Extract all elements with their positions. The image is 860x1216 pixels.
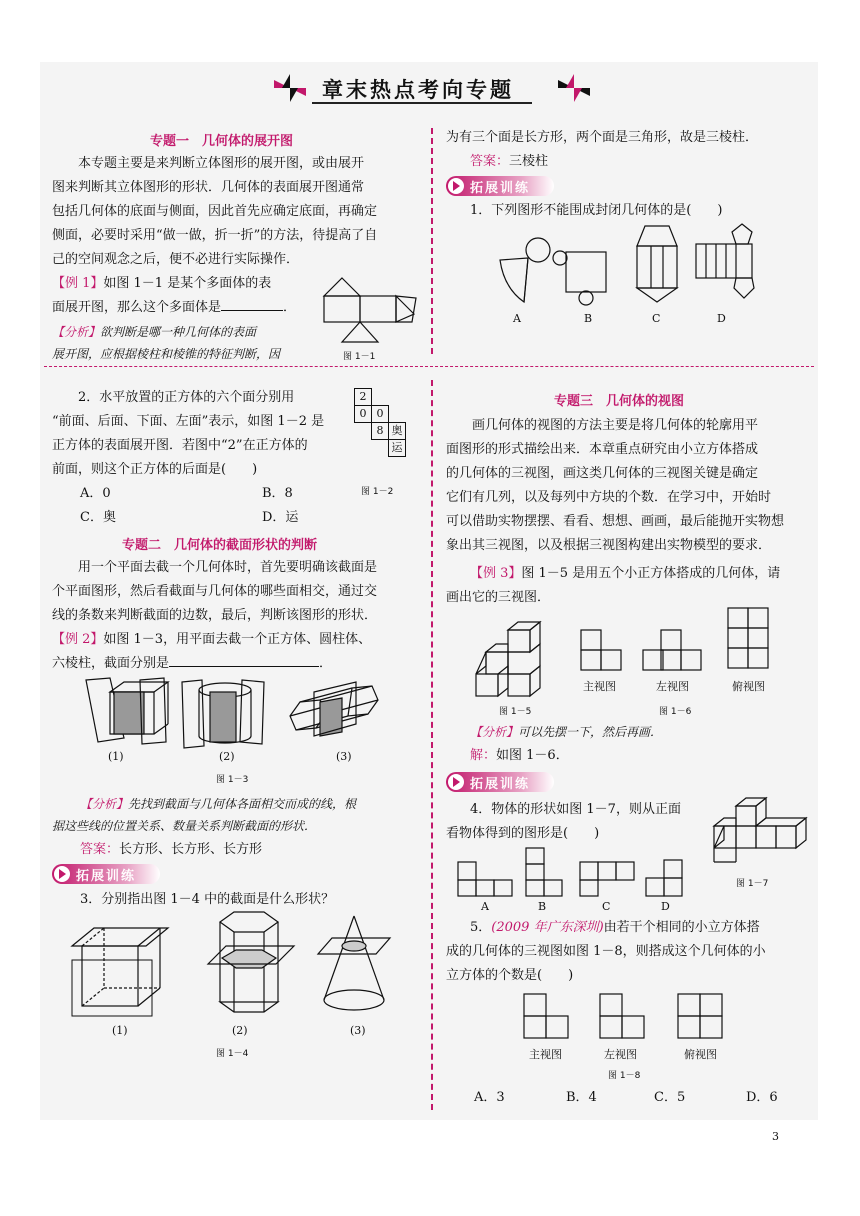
practice-badge-2: 拓展训练 — [52, 864, 160, 884]
figure-1-4-hexprism-plane — [206, 910, 296, 1020]
answer-value: 三棱柱 — [509, 154, 549, 169]
answer-value: 长方形、长方形、长方形 — [119, 842, 263, 857]
figure-1-4-caption: 图 1－4 — [216, 1049, 249, 1059]
figure-1-4-cube-plane — [70, 920, 170, 1020]
figure-1-7-cube-stack — [712, 796, 812, 866]
q5-option: B．4 — [566, 1090, 597, 1105]
net-cell: 奥 — [388, 422, 406, 440]
answer-blank — [221, 296, 283, 311]
q1-option-label: A — [513, 312, 521, 325]
solution-text: 如图 1－6． — [496, 748, 569, 763]
answer-tag: 答案： — [80, 842, 120, 857]
question-number: 5． — [470, 920, 492, 935]
figure-1-2-caption: 图 1－2 — [361, 487, 394, 497]
intro-line: 画几何体的视图的方法主要是将几何体的轮廓用平 — [472, 418, 759, 433]
example2-line2: 六棱柱，截面分别是 ． — [52, 652, 332, 676]
answer-tag: 答案： — [470, 154, 510, 169]
intro-line: 它们有几列，以及每列中方块的个数．在学习中，开始时 — [446, 490, 772, 505]
figure-1-5-cube-stack — [474, 620, 554, 698]
question-text: 由若干个相同的小立方体搭 — [603, 920, 760, 935]
question-5-line2: 成的几何体的三视图如图 1－8，则搭成这个几何体的小 — [446, 944, 766, 959]
view-label: 主视图 — [583, 680, 616, 693]
q4-option-d-figure — [644, 846, 684, 898]
column-divider-bottom — [431, 380, 433, 1110]
intro-line: 线的条数来判断截面的边数，最后，判断该图形的形状． — [52, 608, 378, 623]
q5-top-view-figure — [676, 992, 726, 1042]
figure-label: (2) — [219, 750, 235, 763]
view-label: 主视图 — [529, 1048, 562, 1061]
question-line: 正方体的表面展开图．若图中“2”在正方体的 — [52, 438, 308, 453]
q1-option-c-figure — [633, 224, 683, 304]
figure-1-1-caption: 图 1－1 — [343, 352, 376, 362]
question-4-line2: 看物体得到的图形是( ) — [446, 826, 600, 841]
net-cell: 0 — [371, 405, 389, 423]
q4-option-label: D — [661, 900, 670, 913]
pinwheel-ornament-right-icon — [556, 70, 592, 106]
example-tag: 【例 3】 — [470, 566, 522, 581]
question-5-line3: 立方体的个数是( ) — [446, 968, 574, 983]
q4-option-label: B — [538, 900, 547, 913]
figure-label: (2) — [232, 1024, 248, 1037]
figure-label: (3) — [336, 750, 352, 763]
net-cell: 运 — [388, 439, 406, 457]
question-3: 3．分别指出图 1－4 中的截面是什么形状？ — [80, 892, 335, 907]
answer1 — [470, 150, 548, 174]
play-arrow-icon — [453, 181, 460, 191]
q5-option: C．5 — [654, 1090, 686, 1105]
practice-badge-3: 拓展训练 — [446, 772, 554, 792]
topic3-heading: 专题三 几何体的视图 — [554, 394, 685, 409]
figure-1-8-caption: 图 1－8 — [608, 1071, 641, 1081]
practice-badge-1: 拓展训练 — [446, 176, 554, 196]
q2-option: B．8 — [262, 486, 293, 501]
q5-front-view-figure — [522, 992, 572, 1042]
figure-1-3-cylinder-section — [180, 680, 270, 750]
topic2-heading: 专题二 几何体的截面形状的判断 — [122, 538, 318, 553]
example2-line1 — [52, 628, 371, 652]
figure-label: (3) — [350, 1024, 366, 1037]
q5-option: A．3 — [474, 1090, 505, 1105]
question-5-line1 — [470, 916, 760, 940]
intro-line: 象出其三视图，以及根据三视图构建出实物模型的要求． — [446, 538, 772, 553]
analysis-tag: 【分析】 — [470, 725, 519, 739]
intro-line: 图来判断其立体图形的形状．几何体的表面展开图通常 — [52, 180, 365, 195]
example3-line2: 画出它的三视图． — [446, 590, 551, 605]
figure-1-4-cone-plane — [316, 914, 392, 1018]
question-line: 前面，则这个正方体的后面是( ) — [52, 462, 258, 477]
answer-blank — [169, 652, 319, 667]
q4-option-a-figure — [456, 846, 518, 898]
figure-1-5-caption: 图 1－5 — [499, 707, 532, 717]
q2-option: A．0 — [80, 486, 111, 501]
question-2 — [52, 386, 352, 482]
analysis1-line1 — [52, 320, 256, 344]
analysis1-continued: 为有三个面是长方形，两个面是三角形，故是三棱柱． — [446, 130, 759, 145]
example3-line1 — [470, 562, 780, 586]
q4-option-c-figure — [578, 846, 638, 898]
question-line: 2．水平放置的正方体的六个面分别用 — [78, 390, 295, 405]
column-divider-top — [431, 128, 433, 354]
view-label: 左视图 — [656, 680, 689, 693]
intro-line: 包括几何体的底面与侧面，因此首先应确定底面，再确定 — [52, 204, 378, 219]
intro-line: 的几何体的三视图，画这类几何体的三视图关键是确定 — [446, 466, 759, 481]
analysis-text: 可以先摆一下，然后再画． — [518, 725, 663, 739]
play-arrow-icon — [453, 777, 460, 787]
q4-option-label: C — [602, 900, 611, 913]
example1-line2: 面展开图，那么这个多面体是 ． — [52, 296, 296, 320]
top-view-figure — [726, 606, 772, 672]
view-label: 俯视图 — [684, 1048, 717, 1061]
q5-option: D．6 — [746, 1090, 778, 1105]
figure-label: (1) — [108, 750, 124, 763]
q1-option-b-figure — [552, 242, 612, 312]
chapter-title-banner — [272, 70, 592, 106]
figure-1-6-caption: 图 1－6 — [659, 707, 692, 717]
figure-1-3-hexprism-section — [286, 680, 382, 746]
example-text: 如图 1－1 是某个多面体的表 — [103, 276, 272, 291]
q1-option-label: D — [717, 312, 726, 325]
intro-line: 己的空间观念之后，便不必进行实际操作． — [52, 252, 300, 267]
analysis2-line2: 据这些线的位置关系、数量关系判断截面的形状． — [52, 819, 317, 833]
topic1-heading: 专题一 几何体的展开图 — [150, 134, 294, 149]
analysis2-line1 — [80, 792, 356, 816]
figure-label: (1) — [112, 1024, 128, 1037]
net-cell: 2 — [354, 388, 372, 406]
figure-1-2-net — [354, 388, 418, 474]
play-arrow-icon — [59, 869, 66, 879]
analysis1-line2: 展开图，应根据棱柱和棱锥的特征判断，因 — [52, 347, 281, 361]
example-text: 六棱柱，截面分别是 — [52, 656, 170, 671]
figure-1-1-net — [320, 278, 420, 348]
net-cell: 8 — [371, 422, 389, 440]
view-label: 俯视图 — [732, 680, 765, 693]
intro-line: 用一个平面去截一个几何体时，首先要明确该截面是 — [78, 560, 378, 575]
q1-option-a-figure — [498, 238, 558, 308]
topic3-intro — [446, 414, 816, 558]
analysis-tag: 【分析】 — [52, 325, 101, 339]
title-underline — [312, 102, 532, 104]
q2-option: D．运 — [262, 510, 299, 525]
net-cell: 0 — [354, 405, 372, 423]
view-label: 左视图 — [604, 1048, 637, 1061]
q4-option-b-figure — [522, 846, 566, 898]
q1-option-d-figure — [692, 222, 760, 302]
intro-line: 面图形的形式描绘出来．本章重点研究由小立方体搭成 — [446, 442, 759, 457]
topic1-intro — [52, 152, 424, 272]
example-tag: 【例 2】 — [52, 632, 104, 647]
example1-line1 — [52, 272, 271, 296]
analysis-text: 欲判断是哪一种几何体的表面 — [100, 325, 257, 339]
q1-option-label: B — [584, 312, 593, 325]
q2-option: C．奥 — [80, 510, 116, 525]
example-text: 面展开图，那么这个多面体是 — [52, 300, 222, 315]
section-divider — [44, 366, 814, 367]
q1-option-label: C — [652, 312, 661, 325]
q5-left-view-figure — [598, 992, 648, 1042]
intro-line: 个平面图形，然后看截面与几何体的哪些面相交，通过交 — [52, 584, 378, 599]
example-text: 图 1－5 是用五个小正方体搭成的几何体，请 — [521, 566, 781, 581]
figure-1-3-cube-section — [84, 676, 174, 746]
analysis3 — [470, 720, 662, 744]
example-text: 如图 1－3，用平面去截一个正方体、圆柱体、 — [103, 632, 372, 647]
question-source: (2009 年广东深圳) — [491, 920, 604, 935]
question-1: 1．下列图形不能围成封闭几何体的是( ) — [470, 203, 723, 218]
chapter-title: 章末热点考向专题 — [322, 78, 514, 102]
question-line: “前面、后面、下面、左面”表示，如图 1－2 是 — [52, 414, 325, 429]
intro-line: 可以借助实物摆摆、看看、想想、画画，最后能抛开实物想 — [446, 514, 785, 529]
page-number: 3 — [772, 1130, 779, 1143]
figure-1-7-caption: 图 1－7 — [736, 879, 769, 889]
intro-line: 侧面，必要时采用“做一做，折一折”的方法，待提高了自 — [52, 228, 378, 243]
left-view-figure — [641, 628, 703, 672]
topic2-intro — [52, 556, 424, 628]
answer2 — [80, 838, 262, 862]
figure-1-3-caption: 图 1－3 — [216, 775, 249, 785]
solution3 — [470, 744, 569, 768]
intro-line: 本专题主要是来判断立体图形的展开图，或由展开 — [78, 156, 365, 171]
solution-tag: 解： — [470, 748, 497, 763]
front-view-figure — [579, 628, 629, 672]
analysis-tag: 【分析】 — [80, 797, 129, 811]
example-tag: 【例 1】 — [52, 276, 104, 291]
question-4-line1: 4．物体的形状如图 1－7，则从正面 — [470, 802, 681, 817]
analysis-text: 先找到截面与几何体各面相交而成的线，根 — [128, 797, 357, 811]
q4-option-label: A — [481, 900, 489, 913]
